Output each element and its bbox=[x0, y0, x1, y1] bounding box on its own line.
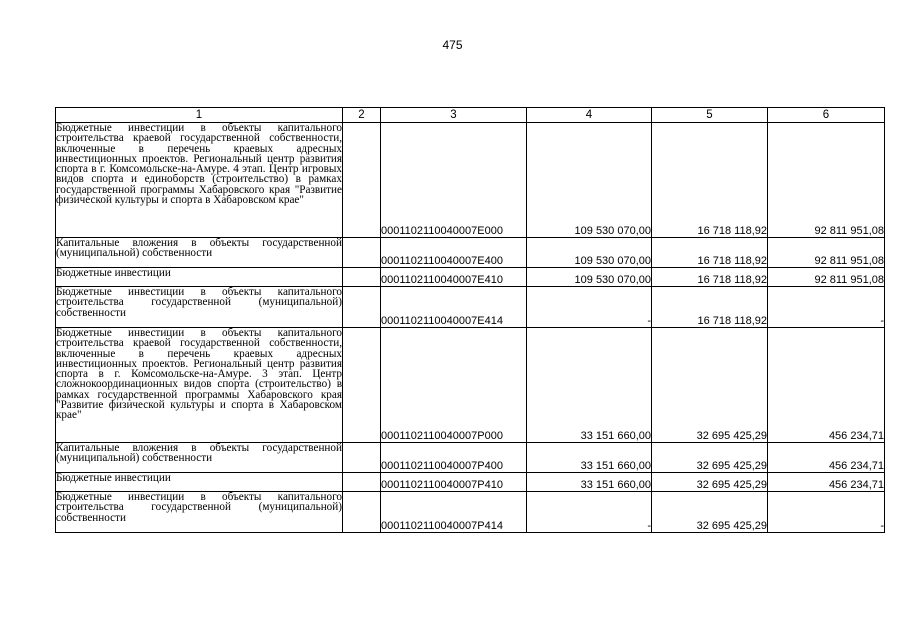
row-col2 bbox=[343, 123, 381, 238]
header-row bbox=[56, 108, 885, 123]
row-value-4: 33 151 660,00 bbox=[527, 328, 652, 443]
row-col2 bbox=[343, 268, 381, 287]
column-header: 4 bbox=[527, 108, 652, 123]
row-value-5: 32 695 425,29 bbox=[652, 328, 768, 443]
row-col2 bbox=[343, 473, 381, 492]
table-row bbox=[56, 492, 885, 533]
row-name: Капитальные вложения в объекты государственной (муниципальной) собственности bbox=[56, 238, 343, 268]
row-col2 bbox=[343, 287, 381, 328]
budget-table bbox=[55, 107, 885, 533]
row-value-4: - bbox=[527, 287, 652, 328]
row-code: 0001102110040007P000 bbox=[381, 328, 527, 443]
page-number: 475 bbox=[442, 38, 463, 52]
row-value-4: 109 530 070,00 bbox=[527, 123, 652, 238]
row-col2 bbox=[343, 238, 381, 268]
row-value-5: 32 695 425,29 bbox=[652, 473, 768, 492]
row-value-6: 92 811 951,08 bbox=[768, 268, 885, 287]
row-col2 bbox=[343, 328, 381, 443]
row-name: Бюджетные инвестиции в объекты капитального строительства государственной (муниципальной) собственности bbox=[56, 492, 343, 533]
column-header: 6 bbox=[768, 108, 885, 123]
row-value-6: 92 811 951,08 bbox=[768, 123, 885, 238]
row-value-4: 109 530 070,00 bbox=[527, 238, 652, 268]
table-row bbox=[56, 443, 885, 473]
row-col2 bbox=[343, 492, 381, 533]
table-row bbox=[56, 473, 885, 492]
row-code: 0001102110040007P410 bbox=[381, 473, 527, 492]
row-code: 0001102110040007E400 bbox=[381, 238, 527, 268]
row-code: 0001102110040007P414 bbox=[381, 492, 527, 533]
row-value-6: 456 234,71 bbox=[768, 443, 885, 473]
row-name: Бюджетные инвестиции bbox=[56, 268, 343, 287]
table-row bbox=[56, 238, 885, 268]
column-header: 3 bbox=[381, 108, 527, 123]
row-name: Бюджетные инвестиции bbox=[56, 473, 343, 492]
row-value-4: - bbox=[527, 492, 652, 533]
row-code: 0001102110040007E414 bbox=[381, 287, 527, 328]
row-code: 0001102110040007E410 bbox=[381, 268, 527, 287]
row-value-5: 32 695 425,29 bbox=[652, 492, 768, 533]
row-value-5: 32 695 425,29 bbox=[652, 443, 768, 473]
row-code: 0001102110040007P400 bbox=[381, 443, 527, 473]
row-value-5: 16 718 118,92 bbox=[652, 287, 768, 328]
column-header: 5 bbox=[652, 108, 768, 123]
row-value-6: - bbox=[768, 287, 885, 328]
row-value-6: - bbox=[768, 492, 885, 533]
row-name: Бюджетные инвестиции в объекты капитального строительства краевой государственной собственности, включенные в перечень краевых адресных инвестиционных проектов. Региональный центр развития спорта в г. Комсомольске-на-Амуре. 4 этап. Центр игровых видов спорта и единоборств (строительство) в рамках государственной программы Хабаровского края "Развитие физической культуры и спорта в Хабаровском крае" bbox=[56, 123, 343, 238]
row-value-5: 16 718 118,92 bbox=[652, 268, 768, 287]
row-value-5: 16 718 118,92 bbox=[652, 123, 768, 238]
row-value-6: 456 234,71 bbox=[768, 473, 885, 492]
row-code: 0001102110040007E000 bbox=[381, 123, 527, 238]
row-name: Бюджетные инвестиции в объекты капитального строительства государственной (муниципальной) собственности bbox=[56, 287, 343, 328]
row-value-6: 456 234,71 bbox=[768, 328, 885, 443]
row-value-4: 33 151 660,00 bbox=[527, 473, 652, 492]
table-row bbox=[56, 287, 885, 328]
column-header: 1 bbox=[56, 108, 343, 123]
row-value-4: 33 151 660,00 bbox=[527, 443, 652, 473]
row-col2 bbox=[343, 443, 381, 473]
table-row bbox=[56, 123, 885, 238]
row-name: Капитальные вложения в объекты государственной (муниципальной) собственности bbox=[56, 443, 343, 473]
row-value-5: 16 718 118,92 bbox=[652, 238, 768, 268]
row-name: Бюджетные инвестиции в объекты капитального строительства краевой государственной собственности, включенные в перечень краевых адресных инвестиционных проектов. Региональный центр развития спорта в г. Комсомольске-на-Амуре. 3 этап. Центр сложнокоординационных видов спорта (строительство) в рамках государственной программы Хабаровского края "Развитие физической культуры и спорта в Хабаровском крае" bbox=[56, 328, 343, 443]
table-row bbox=[56, 268, 885, 287]
row-value-4: 109 530 070,00 bbox=[527, 268, 652, 287]
table-row bbox=[56, 328, 885, 443]
column-header: 2 bbox=[343, 108, 381, 123]
row-value-6: 92 811 951,08 bbox=[768, 238, 885, 268]
